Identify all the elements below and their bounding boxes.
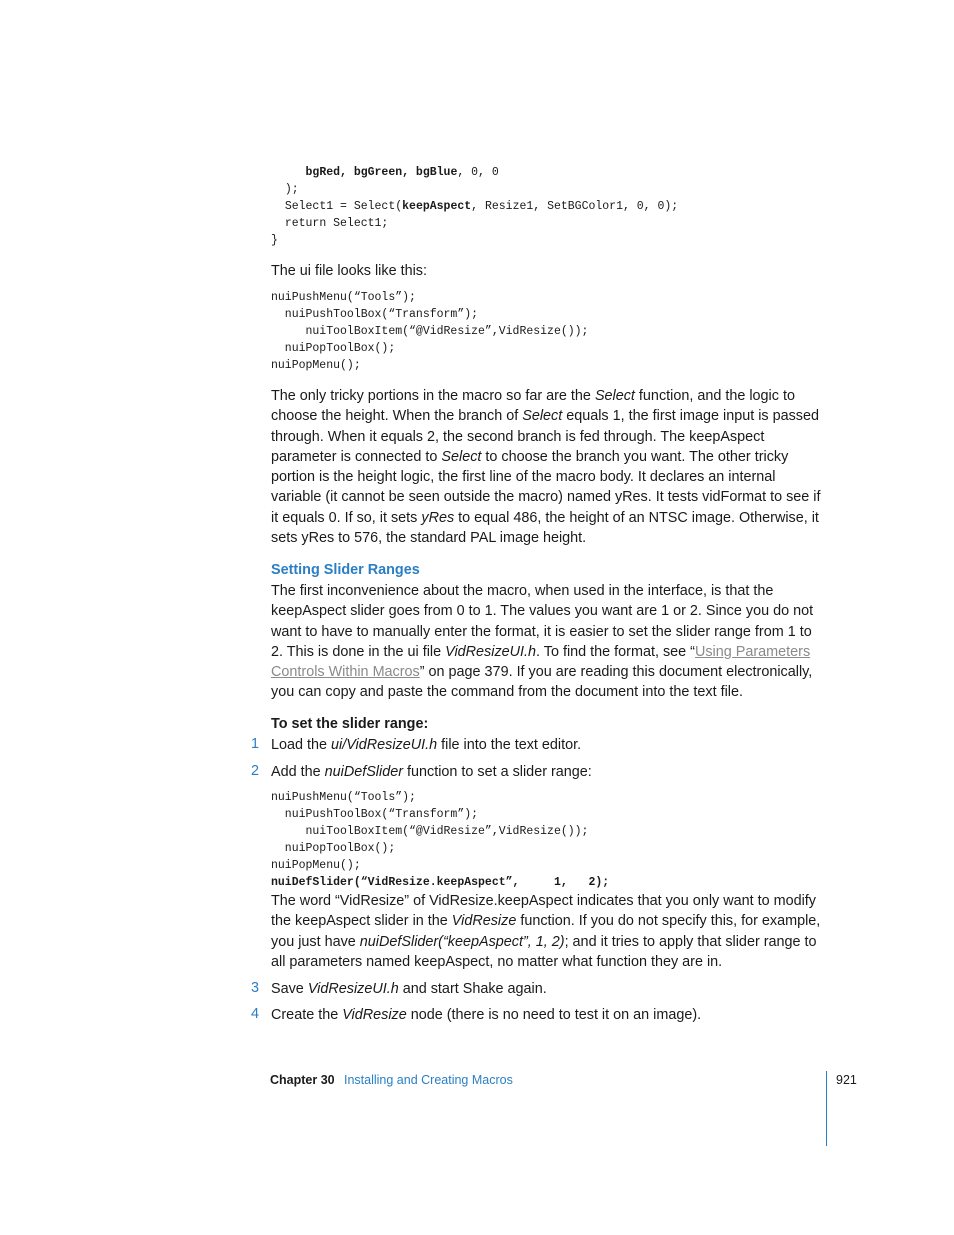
step-number-4: 4 (251, 1006, 260, 1022)
code-bold-params: bgRed, bgGreen, bgBlue (305, 166, 458, 179)
task-title: To set the slider range: (271, 716, 429, 732)
code-block-select: bgRed, bgGreen, bgBlue, 0, 0 ); Select1 = Select(keepAspect, Resize1, SetBGColor1, 0, 0); return Select1; } (271, 166, 679, 247)
step-4-text: Create the VidResize node (there is no need to test it on an image). (271, 1007, 702, 1023)
footer-chapter-label: Chapter 30 (270, 1073, 335, 1087)
step-number-3: 3 (251, 980, 260, 996)
step-number-1: 1 (251, 736, 260, 752)
footer-divider (826, 1071, 827, 1146)
code-block-ui: nuiPushMenu(“Tools”); nuiPushToolBox(“Transform”); nuiToolBoxItem(“@VidResize”,VidResize()); nuiPopToolBox(); nuiPopMenu(); (271, 291, 589, 372)
cross-reference-link[interactable]: Using Parameters Controls Within Macros (271, 643, 811, 681)
code-bold-keepaspect: keepAspect (402, 200, 472, 213)
paragraph-word-vidresize: The word “VidResize” of VidResize.keepAspect indicates that you only want to modify the keepAspect slider in the VidResize function. If you do not specify this, for example, you just have nuiDefSlider(“keepAspect”, 1, 2); and it tries to apply that slider range to all parameters named keepAspect, no matter what function they are in. (271, 893, 821, 970)
section-heading-slider-ranges: Setting Slider Ranges (271, 562, 420, 578)
paragraph-slider-ranges: The first inconvenience about the macro, when used in the interface, is that the keepAspect slider goes from 0 to 1. The values you want are 1 or 2. Since you do not want to have to manually enter the format, it is easier to set the slider range from 1 to 2. This is done in the ui file VidResizeUI.h. To find the format, see “Using Parameters Controls Within Macros” on page 379. If you are reading this document electronically, you can copy and paste the command from the document into the text file. (271, 583, 814, 701)
step-2-text: Add the nuiDefSlider function to set a slider range: (271, 764, 592, 780)
step-1-text: Load the ui/VidResizeUI.h file into the text editor. (271, 737, 582, 753)
code-bold-defslider: nuiDefSlider(“VidResize.keepAspect”, 1, 2); (271, 876, 610, 889)
paragraph-tricky-portions: The only tricky portions in the macro so far are the Select function, and the logic to choose the height. When the branch of Select equals 1, the first image input is passed through. When it equals 2, the second branch is fed through. The keepAspect parameter is connected to Select to choose the branch you want. The other tricky portion is the height logic, the first line of the macro body. It declares an internal variable (it cannot be seen outside the macro) named yRes. It tests vidFormat to see if it equals 0. If so, it sets yRes to equal 486, the height of an NTSC image. Otherwise, it sets yRes to 576, the standard PAL image height. (271, 388, 821, 547)
step-number-2: 2 (251, 763, 260, 779)
code-block-defslider: nuiPushMenu(“Tools”); nuiPushToolBox(“Transform”); nuiToolBoxItem(“@VidResize”,VidResize()); nuiPopToolBox(); nuiPopMenu(); nuiDefSlider(“VidResize.keepAspect”, 1, 2); (271, 791, 610, 889)
footer-chapter-title: Installing and Creating Macros (344, 1073, 513, 1087)
page-number: 921 (836, 1073, 857, 1087)
step-3-text: Save VidResizeUI.h and start Shake again. (271, 981, 547, 997)
intro-ui-text: The ui file looks like this: (271, 263, 427, 279)
